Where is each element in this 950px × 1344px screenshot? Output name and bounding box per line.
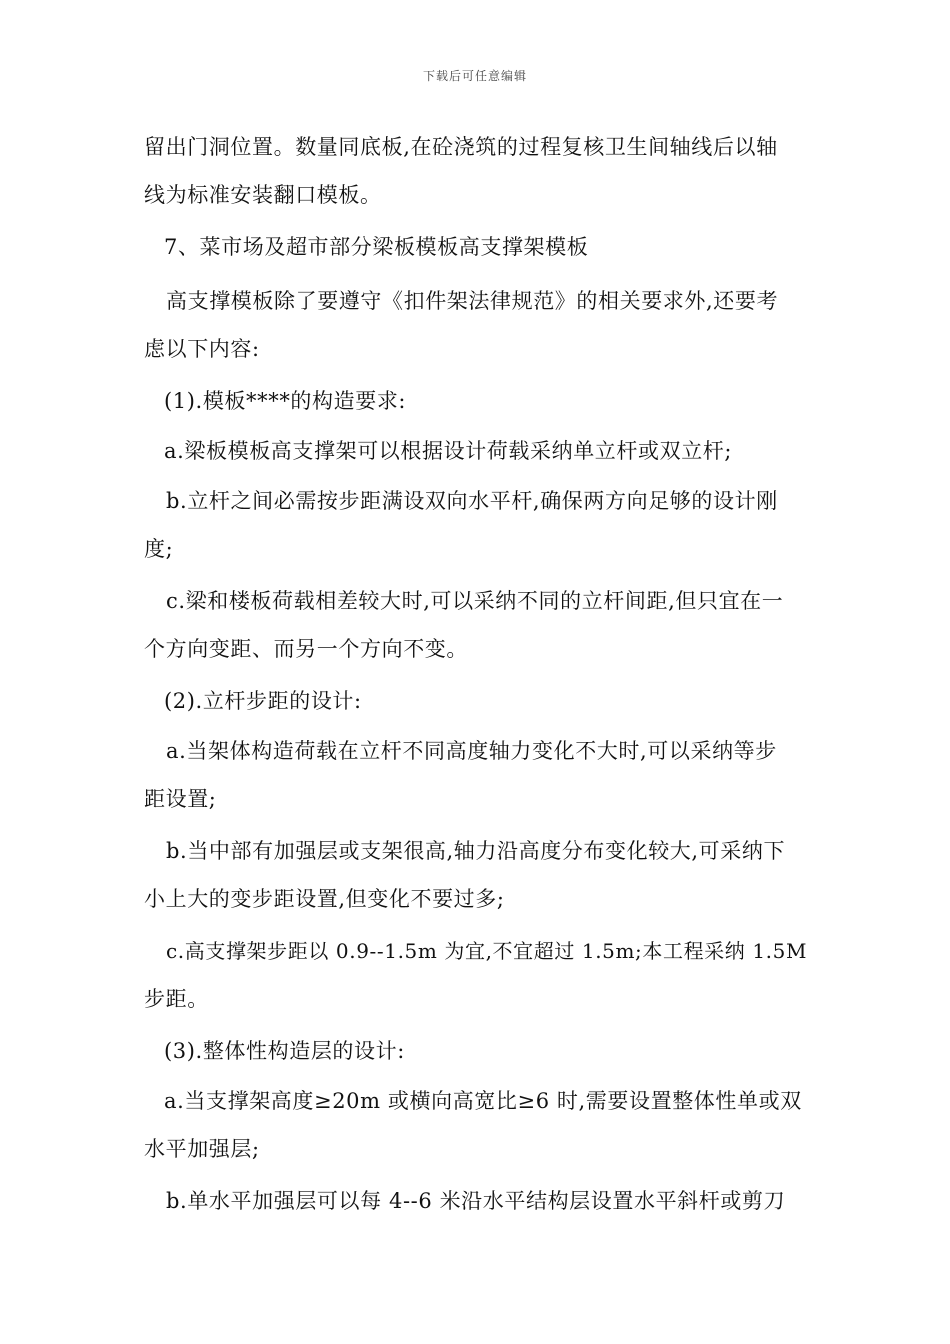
list-item: c.梁和楼板荷载相差较大时,可以采纳不同的立杆间距,但只宜在一 <box>166 589 784 613</box>
paragraph-line: 虑以下内容: <box>144 337 260 361</box>
paragraph-line: 高支撑模板除了要遵守《扣件架法律规范》的相关要求外,还要考 <box>166 289 779 313</box>
section-heading: 7、菜市场及超市部分梁板模板高支撑架模板 <box>164 235 589 259</box>
list-item: b.立杆之间必需按步距满设双向水平杆,确保两方向足够的设计刚 <box>166 489 778 513</box>
list-item-continuation: 步距。 <box>144 987 209 1011</box>
subsection-heading: (3).整体性构造层的设计: <box>164 1039 405 1063</box>
list-item-continuation: 距设置; <box>144 787 217 811</box>
list-item: a.梁板模板高支撑架可以根据设计荷载采纳单立杆或双立杆; <box>164 439 733 463</box>
list-item-continuation: 小上大的变步距设置,但变化不要过多; <box>144 887 505 911</box>
subsection-heading: (1).模板****的构造要求: <box>164 389 407 413</box>
subsection-heading: (2).立杆步距的设计: <box>164 689 362 713</box>
list-item-continuation: 度; <box>144 537 174 561</box>
list-item: a.当支撑架高度≥20m 或横向高宽比≥6 时,需要设置整体性单或双 <box>164 1089 802 1113</box>
list-item: c.高支撑架步距以 0.9--1.5m 为宜,不宜超过 1.5m;本工程采纳 1.5M <box>166 939 808 963</box>
list-item-continuation: 水平加强层; <box>144 1137 260 1161</box>
list-item: b.单水平加强层可以每 4--6 米沿水平结构层设置水平斜杆或剪刀 <box>166 1189 786 1213</box>
page-header: 下载后可任意编辑 <box>422 69 527 83</box>
paragraph-line: 线为标准安装翻口模板。 <box>144 183 382 207</box>
paragraph-line: 留出门洞位置。数量同底板,在砼浇筑的过程复核卫生间轴线后以轴 <box>144 135 778 159</box>
list-item: b.当中部有加强层或支架很高,轴力沿高度分布变化较大,可采纳下 <box>166 839 786 863</box>
list-item-continuation: 个方向变距、而另一个方向不变。 <box>144 637 468 661</box>
list-item: a.当架体构造荷载在立杆不同高度轴力变化不大时,可以采纳等步 <box>166 739 777 763</box>
